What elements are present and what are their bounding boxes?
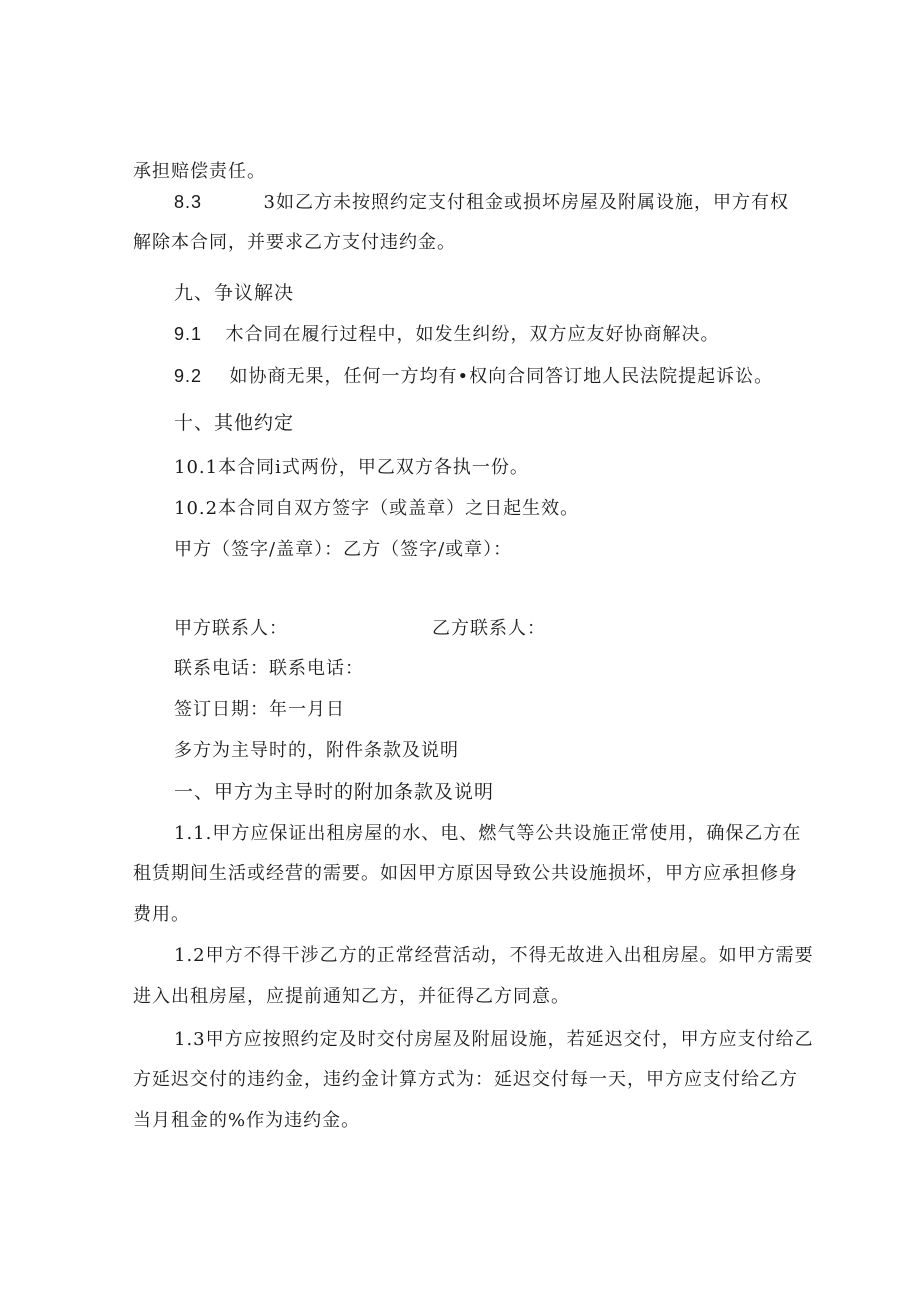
annex-section-heading: 一、甲方为主导时的附加条款及说明	[174, 781, 495, 803]
text-line: 租赁期间生活或经营的需要。如因甲方原因导致公共设施损坏，甲方应承担修身	[133, 863, 798, 884]
text-line: 1.2甲方不得干涉乙方的正常经营活动，不得无故进入出租房屋。如甲方需要	[174, 945, 814, 966]
annex-title: 多方为主导时的，附件条款及说明	[174, 740, 459, 761]
clause-10-2: 10.2本合同自双方签字（或盖章）之日起生效。	[174, 498, 580, 519]
clause-number: 9.1	[174, 324, 203, 344]
clause-number: 9.2	[174, 366, 203, 386]
section-heading-10: 十、其他约定	[174, 412, 295, 434]
party-a-contact-label: 甲方联系人：	[174, 618, 288, 639]
party-b-contact-label: 乙方联系人：	[432, 618, 546, 639]
text-line: 当月租金的%作为违约金。	[133, 1110, 361, 1131]
section-heading-9: 九、争议解决	[174, 282, 295, 304]
text-line: 1.1.甲方应保证出租房屋的水、电、燃气等公共设施正常使用，确保乙方在	[174, 823, 802, 844]
clause-10-1: 10.1本合同i式两份，甲乙双方各执一份。	[174, 457, 529, 478]
clause-text: 如协商无果，任何一方均有•权向合同答订地人民法院提起诉讼。	[229, 366, 774, 387]
clause-8-3	[174, 190, 789, 215]
text-line: 费用。	[133, 904, 190, 925]
text-line: 解除本合同，并要求乙方支付违约金。	[133, 232, 456, 253]
text-line: 进入出租房屋，应提前通知乙方，并征得乙方同意。	[133, 986, 570, 1007]
phone-line: 联系电话：联系电话：	[174, 658, 364, 679]
clause-text: 木合同在履行过程中，如发生纠纷，双方应友好协商解决。	[225, 324, 720, 345]
clause-text: 3如乙方未按照约定支付租金或损坏房屋及附属设施，甲方有权	[263, 192, 789, 213]
clause-9-1	[174, 322, 720, 347]
sign-date-line: 签订日期：年一月日	[174, 699, 345, 720]
text-line: 方延迟交付的违约金，违约金计算方式为：延迟交付每一天，甲方应支付给乙方	[133, 1069, 798, 1090]
text-line: 1.3甲方应按照约定及时交付房屋及附屈设施，若延迟交付，甲方应支付给乙	[174, 1029, 814, 1050]
signature-line: 甲方（签字/盖章）：乙方（签字/或章）：	[174, 539, 513, 560]
clause-number: 8.3	[174, 192, 203, 212]
text-line: 承担赔偿责任。	[133, 161, 266, 182]
clause-9-2	[174, 364, 773, 389]
